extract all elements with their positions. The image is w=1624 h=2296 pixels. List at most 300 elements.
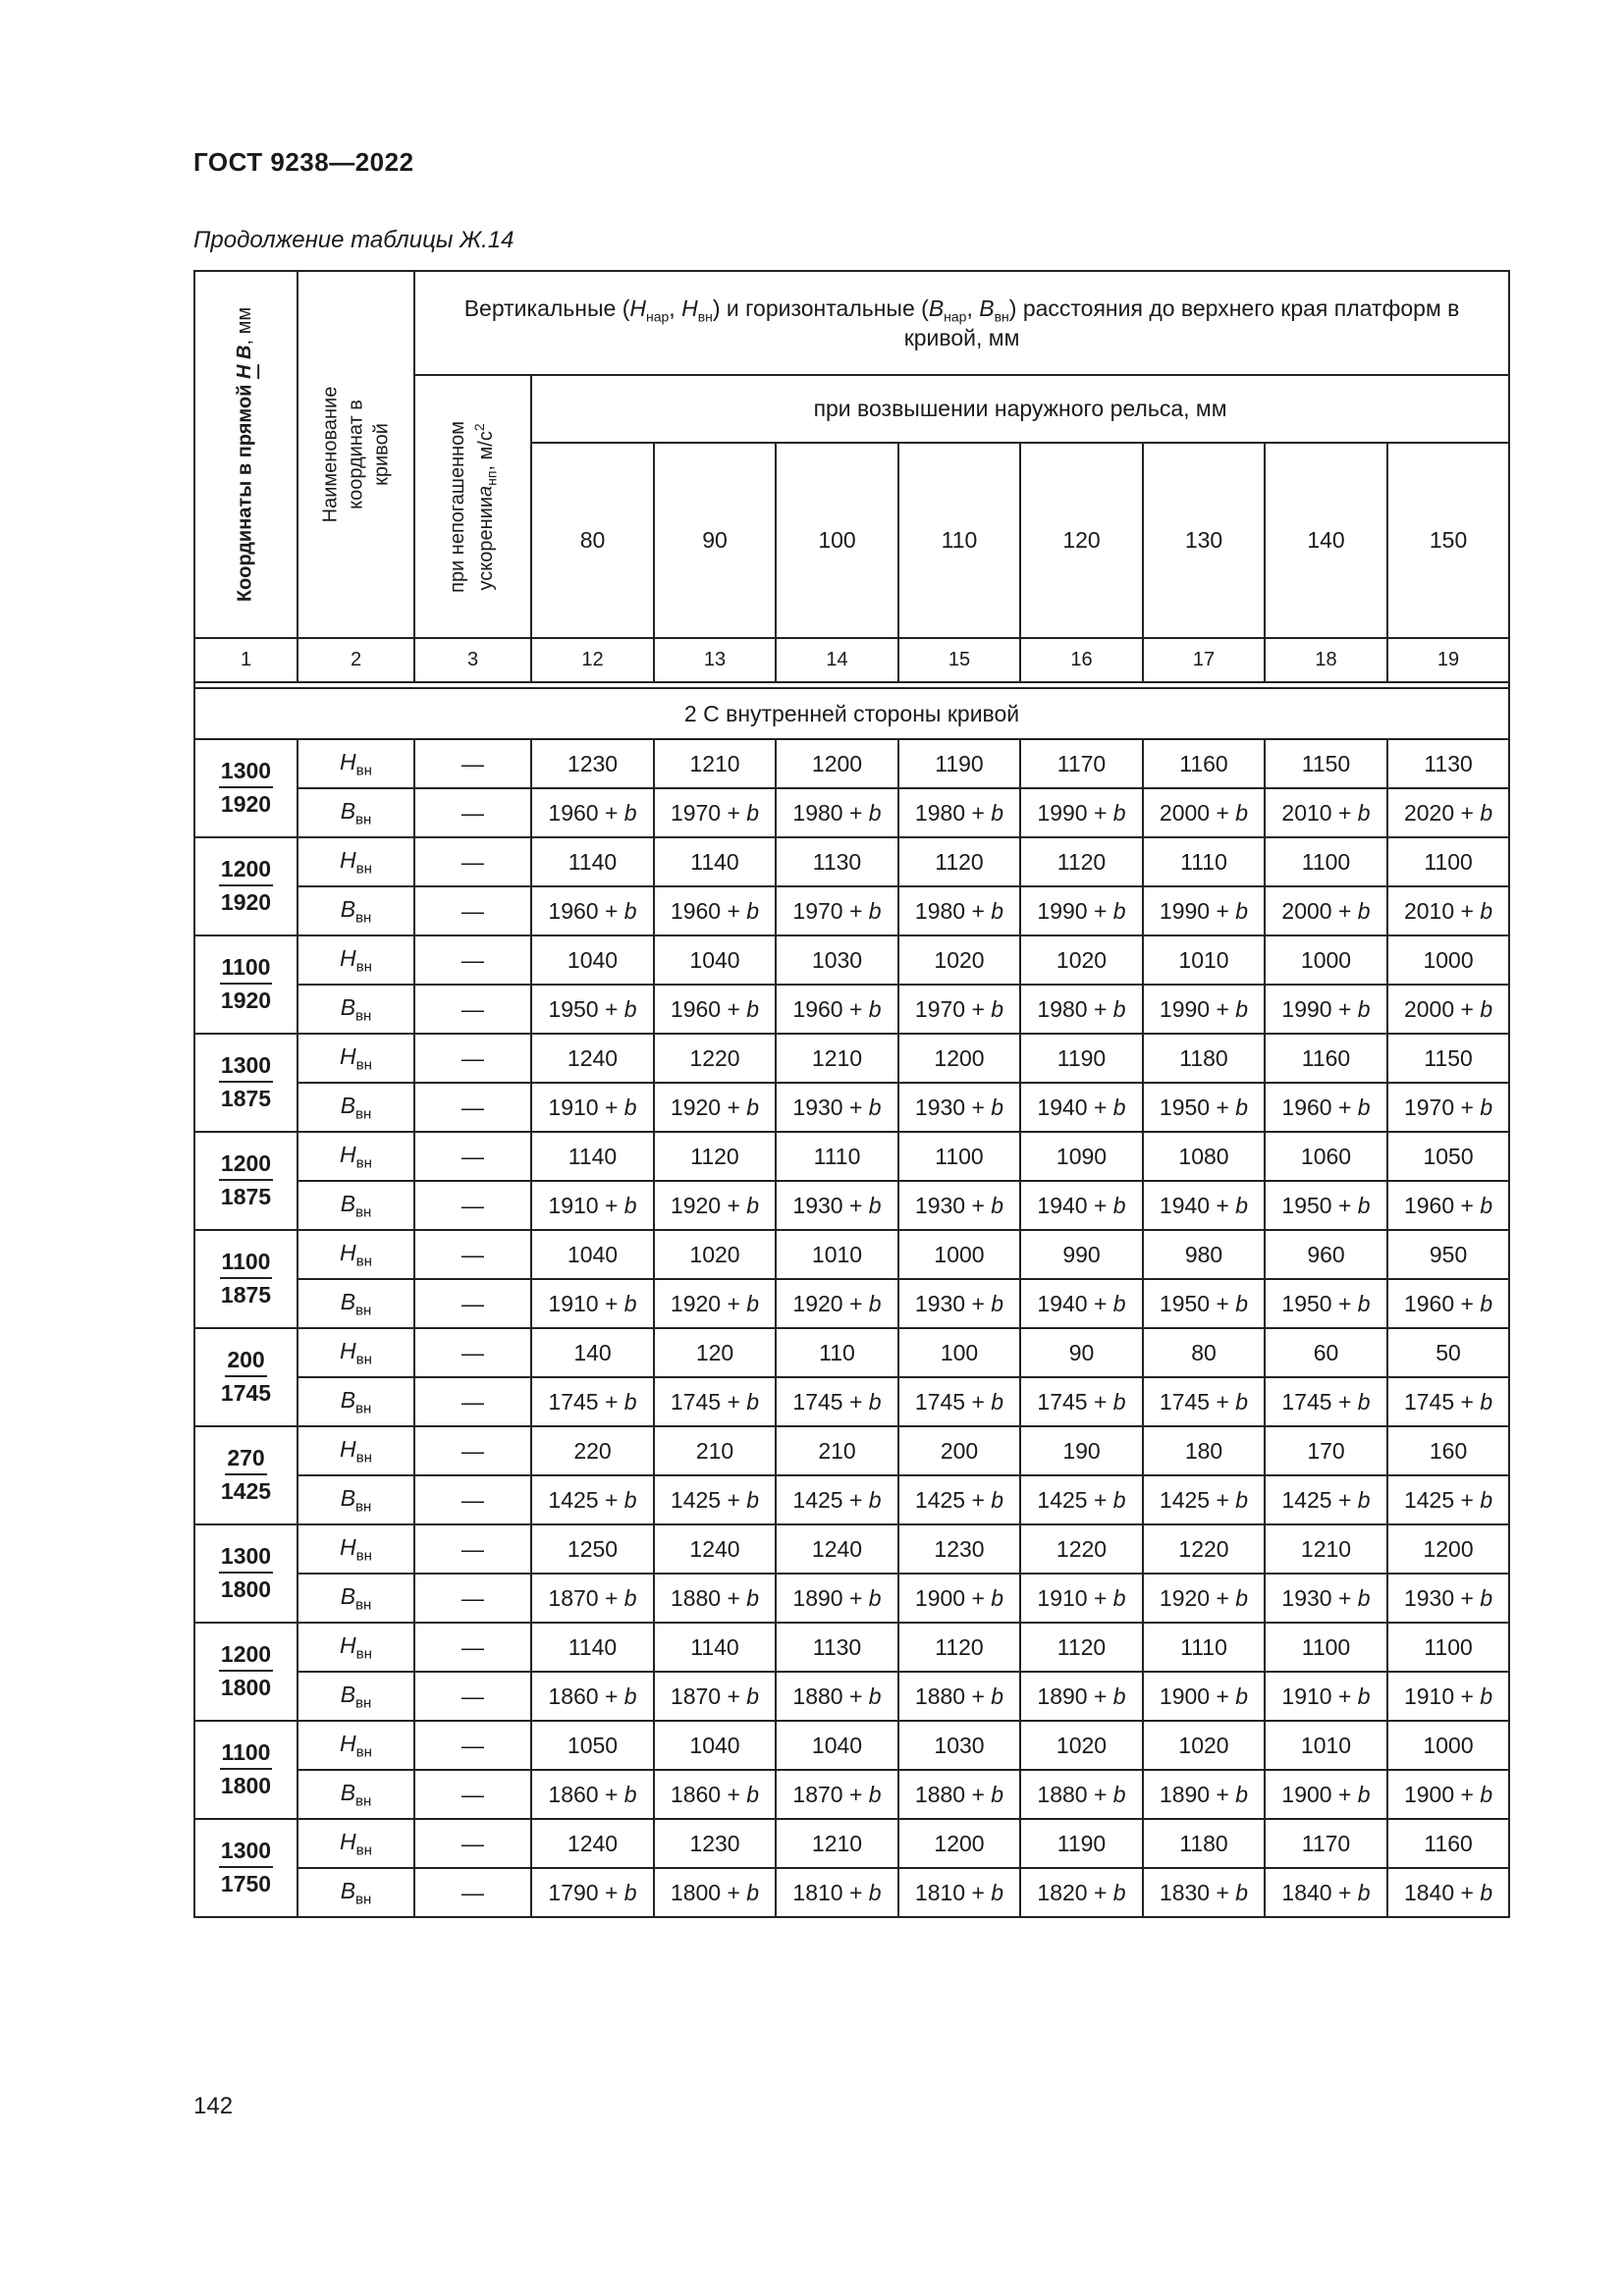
h-value: 120 [654,1328,776,1377]
b-value: 1920 + b [776,1279,898,1328]
h-value: 990 [1020,1230,1143,1279]
table-row [194,1034,1509,1083]
b-value: 1930 + b [776,1083,898,1132]
column-number: 14 [776,638,898,682]
table-row [194,1328,1509,1377]
b-value: 1860 + b [531,1770,654,1819]
h-value: 1200 [1387,1524,1509,1574]
col1-header-prefix: Координаты в прямой [234,384,256,603]
b-value: 1425 + b [898,1475,1020,1524]
b-value: 1880 + b [898,1672,1020,1721]
h-value: 1020 [898,935,1020,985]
table-row [194,1819,1509,1868]
column-number: 15 [898,638,1020,682]
h-value: 1020 [654,1230,776,1279]
h-value: 90 [1020,1328,1143,1377]
name-b-vn: $B_{вн}$ [298,1181,414,1230]
b-value: 2010 + b [1387,886,1509,935]
coordinate-cell [194,837,298,935]
b-value: 1950 + b [1265,1181,1387,1230]
h-value: 1240 [531,1819,654,1868]
table-row [194,1672,1509,1721]
b-value: 1960 + b [531,788,654,837]
b-value: 1425 + b [776,1475,898,1524]
b-value: 1990 + b [1020,788,1143,837]
dash-cell: — [414,788,531,837]
b-value: 1745 + b [1265,1377,1387,1426]
h-value: 1010 [776,1230,898,1279]
b-value: 1900 + b [898,1574,1020,1623]
h-value: 190 [1020,1426,1143,1475]
h-value: 1130 [1387,739,1509,788]
h-value: 1160 [1265,1034,1387,1083]
name-h-vn: $H_{вн}$ [298,1328,414,1377]
coordinate-b: 1800 [220,1675,272,1700]
table-row [194,1230,1509,1279]
h-value: 1220 [654,1034,776,1083]
b-value: 1980 + b [898,788,1020,837]
b-value: 1920 + b [654,1279,776,1328]
h-value: 1140 [531,1623,654,1672]
table-row [194,1426,1509,1475]
col1-frac-den: B [234,345,256,359]
b-value: 2020 + b [1387,788,1509,837]
b-value: 1950 + b [1265,1279,1387,1328]
b-value: 1425 + b [1020,1475,1143,1524]
h-value: 80 [1143,1328,1265,1377]
b-value: 1910 + b [1265,1672,1387,1721]
h-value: 1240 [654,1524,776,1574]
dash-cell: — [414,1181,531,1230]
table-row [194,1279,1509,1328]
coordinate-cell [194,1426,298,1524]
dash-cell: — [414,1328,531,1377]
elevation-value: 100 [776,443,898,638]
coordinate-h: 1300 [219,1543,273,1574]
b-value: 1820 + b [1020,1868,1143,1917]
h-value: 1000 [898,1230,1020,1279]
name-b-vn: $B_{вн}$ [298,985,414,1034]
h-value: 1040 [654,1721,776,1770]
coordinate-b: 1745 [220,1380,272,1406]
h-value: 1100 [898,1132,1020,1181]
h-value: 210 [776,1426,898,1475]
col2-header-text: Наименование координат в кривой [319,386,393,523]
h-value: 1160 [1387,1819,1509,1868]
b-value: 1890 + b [1020,1672,1143,1721]
dash-cell: — [414,1230,531,1279]
table-row [194,1868,1509,1917]
b-value: 1880 + b [1020,1770,1143,1819]
coordinate-cell [194,1819,298,1917]
dash-cell: — [414,935,531,985]
b-value: 1960 + b [1265,1083,1387,1132]
h-value: 1180 [1143,1034,1265,1083]
coordinate-b: 1920 [220,889,272,915]
dash-cell: — [414,1475,531,1524]
name-h-vn: $H_{вн}$ [298,1034,414,1083]
table-row [194,1083,1509,1132]
col2-header [298,271,414,638]
b-value: 1830 + b [1143,1868,1265,1917]
b-value: 1880 + b [776,1672,898,1721]
h-value: 1020 [1143,1721,1265,1770]
b-value: 1930 + b [776,1181,898,1230]
b-value: 1745 + b [654,1377,776,1426]
table-row [194,1377,1509,1426]
h-value: 1230 [531,739,654,788]
coordinate-cell [194,1328,298,1426]
coordinate-cell [194,1623,298,1721]
b-value: 1930 + b [898,1083,1020,1132]
coordinate-cell [194,1034,298,1132]
h-value: 1230 [898,1524,1020,1574]
h-value: 1000 [1265,935,1387,985]
name-b-vn: $B_{вн}$ [298,1475,414,1524]
main-header: Вертикальные ($H_{нар}$, $H_{вн}$) и горизонтальные ($B_{нар}$, $B_{вн}$) расстояния до верхнего края платформ в кривой, мм [414,271,1509,375]
coordinate-b: 1425 [220,1478,272,1504]
b-value: 1940 + b [1020,1181,1143,1230]
h-value: 110 [776,1328,898,1377]
elevation-value: 150 [1387,443,1509,638]
coordinate-cell [194,1524,298,1623]
b-value: 1970 + b [654,788,776,837]
column-number: 12 [531,638,654,682]
h-value: 1250 [531,1524,654,1574]
coordinate-b: 1920 [220,791,272,817]
coordinate-cell [194,935,298,1034]
h-value: 1050 [1387,1132,1509,1181]
h-value: 1180 [1143,1819,1265,1868]
coordinate-cell [194,1230,298,1328]
h-value: 1130 [776,837,898,886]
h-value: 1210 [654,739,776,788]
b-value: 1930 + b [1265,1574,1387,1623]
h-value: 1120 [1020,837,1143,886]
name-b-vn: $B_{вн}$ [298,1083,414,1132]
name-h-vn: $H_{вн}$ [298,1132,414,1181]
h-value: 1170 [1265,1819,1387,1868]
h-value: 1000 [1387,1721,1509,1770]
dash-cell: — [414,1279,531,1328]
b-value: 1940 + b [1143,1181,1265,1230]
table-row [194,1524,1509,1574]
b-value: 1790 + b [531,1868,654,1917]
table-row [194,837,1509,886]
coordinate-b: 1800 [220,1773,272,1798]
dash-cell: — [414,1426,531,1475]
h-value: 1100 [1387,837,1509,886]
h-value: 1210 [776,1819,898,1868]
h-value: 1020 [1020,935,1143,985]
coordinate-b: 1750 [220,1871,272,1896]
col1-header [194,271,298,638]
name-b-vn: $B_{вн}$ [298,886,414,935]
b-value: 1960 + b [776,985,898,1034]
elevation-value: 90 [654,443,776,638]
h-value: 1110 [776,1132,898,1181]
col1-header-suffix: , мм [234,306,256,346]
b-value: 1745 + b [1020,1377,1143,1426]
h-value: 1220 [1143,1524,1265,1574]
column-number: 13 [654,638,776,682]
coordinate-h: 1100 [220,1249,273,1279]
name-b-vn: $B_{вн}$ [298,1377,414,1426]
coordinate-b: 1875 [220,1184,272,1209]
coordinate-b: 1920 [220,988,272,1013]
coordinate-h: 1100 [220,954,273,985]
table-row [194,985,1509,1034]
b-value: 1930 + b [898,1181,1020,1230]
b-value: 1980 + b [898,886,1020,935]
h-value: 220 [531,1426,654,1475]
h-value: 1010 [1265,1721,1387,1770]
b-value: 1890 + b [1143,1770,1265,1819]
dash-cell: — [414,1770,531,1819]
h-value: 1140 [531,837,654,886]
b-value: 1810 + b [898,1868,1020,1917]
h-value: 60 [1265,1328,1387,1377]
name-h-vn: $H_{вн}$ [298,1623,414,1672]
b-value: 1980 + b [776,788,898,837]
coordinate-h: 1200 [219,1150,273,1181]
dash-cell: — [414,837,531,886]
dash-cell: — [414,1377,531,1426]
h-value: 1190 [898,739,1020,788]
b-value: 1840 + b [1387,1868,1509,1917]
b-value: 1860 + b [531,1672,654,1721]
b-value: 1870 + b [531,1574,654,1623]
b-value: 2010 + b [1265,788,1387,837]
table-row [194,1721,1509,1770]
b-value: 1920 + b [1143,1574,1265,1623]
coordinate-h: 1200 [219,1641,273,1672]
coordinate-h: 270 [225,1445,266,1475]
dash-cell: — [414,886,531,935]
dash-cell: — [414,1623,531,1672]
column-number: 16 [1020,638,1143,682]
h-value: 180 [1143,1426,1265,1475]
elevation-value: 110 [898,443,1020,638]
h-value: 1040 [776,1721,898,1770]
b-value: 1425 + b [1387,1475,1509,1524]
name-b-vn: $B_{вн}$ [298,1574,414,1623]
b-value: 1910 + b [1020,1574,1143,1623]
coordinate-cell [194,1132,298,1230]
b-value: 1970 + b [776,886,898,935]
b-value: 1980 + b [1020,985,1143,1034]
b-value: 1745 + b [898,1377,1020,1426]
h-value: 1230 [654,1819,776,1868]
h-value: 50 [1387,1328,1509,1377]
name-h-vn: $H_{вн}$ [298,1524,414,1574]
name-h-vn: $H_{вн}$ [298,739,414,788]
name-b-vn: $B_{вн}$ [298,1770,414,1819]
b-value: 1930 + b [898,1279,1020,1328]
h-value: 1190 [1020,1819,1143,1868]
h-value: 1210 [776,1034,898,1083]
h-value: 1140 [654,1623,776,1672]
column-number: 2 [298,638,414,682]
h-value: 1100 [1265,837,1387,886]
table-row [194,1770,1509,1819]
h-value: 210 [654,1426,776,1475]
h-value: 950 [1387,1230,1509,1279]
name-b-vn: $B_{вн}$ [298,1868,414,1917]
h-value: 1030 [898,1721,1020,1770]
h-value: 1140 [531,1132,654,1181]
coordinate-cell [194,1721,298,1819]
name-h-vn: $H_{вн}$ [298,1426,414,1475]
b-value: 1425 + b [1265,1475,1387,1524]
b-value: 1990 + b [1020,886,1143,935]
h-value: 1120 [1020,1623,1143,1672]
h-value: 200 [898,1426,1020,1475]
coordinate-h: 1300 [219,1838,273,1868]
h-value: 1200 [898,1819,1020,1868]
document-header: ГОСТ 9238—2022 [193,147,414,177]
section-title: 2 С внутренней стороны кривой [194,688,1509,739]
b-value: 2000 + b [1387,985,1509,1034]
table-row [194,1181,1509,1230]
h-value: 1010 [1143,935,1265,985]
h-value: 1240 [776,1524,898,1574]
h-value: 1040 [531,935,654,985]
h-value: 1080 [1143,1132,1265,1181]
elevation-header: при возвышении наружного рельса, мм [531,375,1509,443]
data-table [193,270,1510,1918]
b-value: 1880 + b [654,1574,776,1623]
h-value: 1140 [654,837,776,886]
column-number: 1 [194,638,298,682]
h-value: 1020 [1020,1721,1143,1770]
name-h-vn: $H_{вн}$ [298,1721,414,1770]
h-value: 1150 [1387,1034,1509,1083]
table-row [194,1623,1509,1672]
table-row [194,1574,1509,1623]
b-value: 1745 + b [776,1377,898,1426]
page-number: 142 [193,2093,234,2119]
name-h-vn: $H_{вн}$ [298,837,414,886]
dash-cell: — [414,1721,531,1770]
b-value: 1870 + b [776,1770,898,1819]
elevation-value: 120 [1020,443,1143,638]
b-value: 1930 + b [1387,1574,1509,1623]
elevation-value: 140 [1265,443,1387,638]
dash-cell: — [414,1574,531,1623]
b-value: 1910 + b [1387,1672,1509,1721]
h-value: 1090 [1020,1132,1143,1181]
b-value: 1990 + b [1265,985,1387,1034]
h-value: 1100 [1265,1623,1387,1672]
h-value: 1000 [1387,935,1509,985]
name-h-vn: $H_{вн}$ [298,1230,414,1279]
coordinate-h: 1300 [219,758,273,788]
b-value: 1745 + b [1143,1377,1265,1426]
dash-cell: — [414,1868,531,1917]
h-value: 1040 [531,1230,654,1279]
coordinate-b: 1800 [220,1576,272,1602]
b-value: 2000 + b [1265,886,1387,935]
b-value: 1960 + b [531,886,654,935]
h-value: 1120 [898,837,1020,886]
h-value: 1200 [898,1034,1020,1083]
h-value: 1130 [776,1623,898,1672]
b-value: 1900 + b [1387,1770,1509,1819]
dash-cell: — [414,1524,531,1574]
b-value: 1950 + b [1143,1083,1265,1132]
b-value: 1425 + b [531,1475,654,1524]
table-row [194,739,1509,788]
coordinate-b: 1875 [220,1086,272,1111]
h-value: 1120 [654,1132,776,1181]
column-number: 18 [1265,638,1387,682]
name-h-vn: $H_{вн}$ [298,1819,414,1868]
b-value: 1960 + b [1387,1279,1509,1328]
column-number: 3 [414,638,531,682]
b-value: 1950 + b [531,985,654,1034]
h-value: 1210 [1265,1524,1387,1574]
b-value: 1910 + b [531,1181,654,1230]
column-number: 17 [1143,638,1265,682]
dash-cell: — [414,1672,531,1721]
b-value: 1940 + b [1020,1279,1143,1328]
name-b-vn: $B_{вн}$ [298,1279,414,1328]
b-value: 1940 + b [1020,1083,1143,1132]
column-number: 19 [1387,638,1509,682]
h-value: 980 [1143,1230,1265,1279]
dash-cell: — [414,985,531,1034]
b-value: 1425 + b [654,1475,776,1524]
h-value: 1150 [1265,739,1387,788]
h-value: 160 [1387,1426,1509,1475]
h-value: 100 [898,1328,1020,1377]
table-row [194,886,1509,935]
col3-header: при непогашенном ускоренииa$_{нп}$, $м/с^2$ [414,375,531,638]
b-value: 1910 + b [531,1083,654,1132]
name-h-vn: $H_{вн}$ [298,935,414,985]
table-row [194,935,1509,985]
coordinate-cell [194,739,298,837]
b-value: 1890 + b [776,1574,898,1623]
b-value: 1960 + b [1387,1181,1509,1230]
h-value: 1050 [531,1721,654,1770]
col1-frac-num: H [233,365,260,379]
table-row [194,1132,1509,1181]
coordinate-h: 1300 [219,1052,273,1083]
dash-cell: — [414,1819,531,1868]
b-value: 1745 + b [1387,1377,1509,1426]
h-value: 1190 [1020,1034,1143,1083]
b-value: 1990 + b [1143,985,1265,1034]
b-value: 1920 + b [654,1181,776,1230]
coordinate-h: 1200 [219,856,273,886]
b-value: 1425 + b [1143,1475,1265,1524]
b-value: 1880 + b [898,1770,1020,1819]
h-value: 1110 [1143,1623,1265,1672]
dash-cell: — [414,1132,531,1181]
h-value: 1100 [1387,1623,1509,1672]
b-value: 1970 + b [1387,1083,1509,1132]
h-value: 1060 [1265,1132,1387,1181]
h-value: 1220 [1020,1524,1143,1574]
b-value: 1950 + b [1143,1279,1265,1328]
h-value: 960 [1265,1230,1387,1279]
b-value: 1800 + b [654,1868,776,1917]
h-value: 1170 [1020,739,1143,788]
b-value: 1960 + b [654,985,776,1034]
b-value: 1840 + b [1265,1868,1387,1917]
